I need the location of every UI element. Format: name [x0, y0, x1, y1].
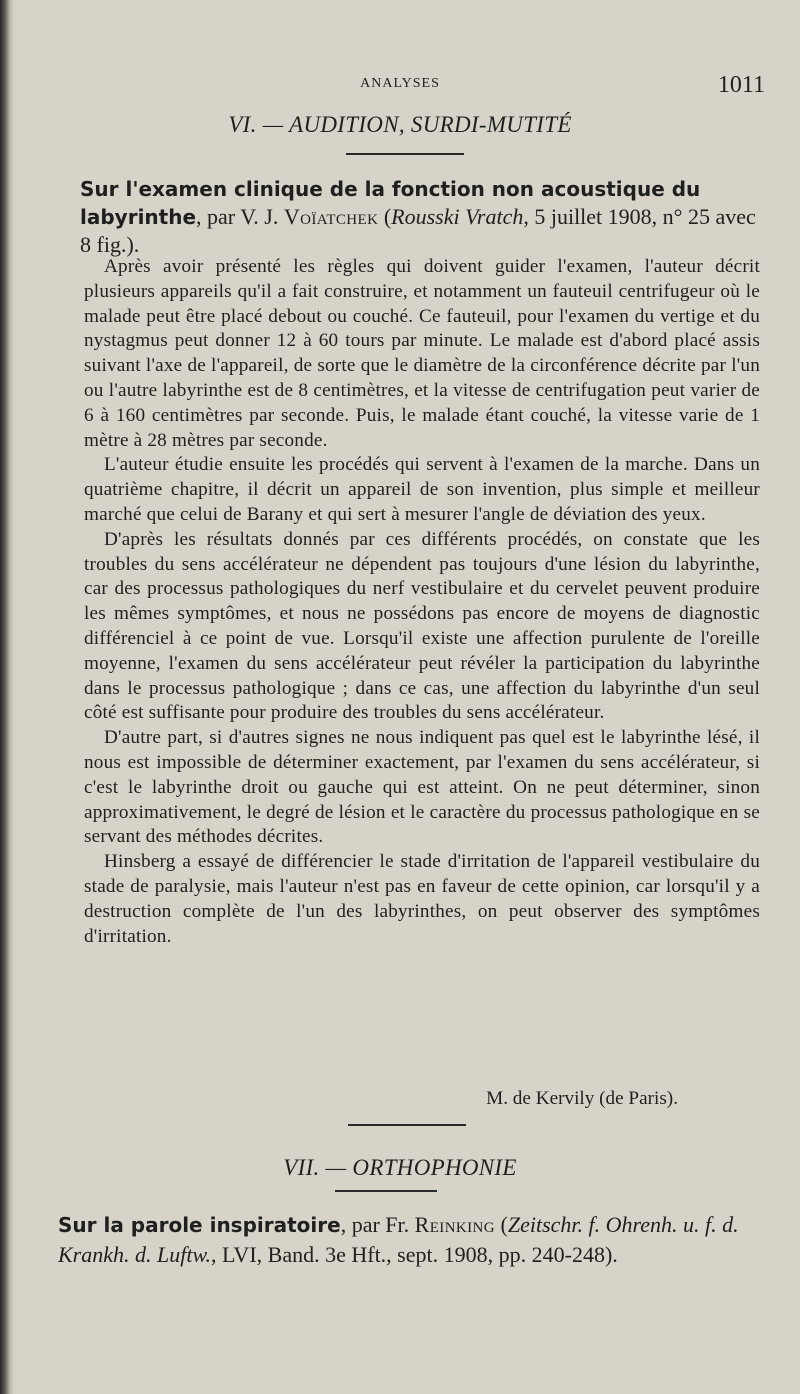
article-two-journal: Zeitschr. f. Ohrenh. u. f. d. Krankh. d. Luftw.: [58, 1212, 739, 1267]
section-heading-vi: VI. — AUDITION, SURDI-MUTITÉ: [228, 112, 572, 137]
article-two-title-main: Sur la parole inspiratoire: [58, 1213, 341, 1237]
article-body: [84, 255, 760, 949]
section-heading-vii: VII. — ORTHOPHONIE: [283, 1155, 517, 1180]
article-two-byline-open: (: [495, 1212, 508, 1237]
running-header: ANALYSES: [360, 76, 440, 91]
article-two-title: [58, 1210, 758, 1269]
article-two-citation-tail: , LVI, Band. 3e Hft., sept. 1908, pp. 240-248).: [211, 1242, 618, 1267]
article-byline-prefix: , par V. J.: [196, 204, 284, 229]
section-divider-mid: [348, 1124, 466, 1126]
article-title: [80, 175, 758, 259]
paragraph-2: L'auteur étudie ensuite les procédés qui servent à l'examen de la marche. Dans un quatrième chapitre, il décrit un appareil de son invention, plus simple et meilleur marché que celui de Barany et qui sert à mesurer l'angle de déviation des yeux.: [84, 454, 760, 525]
reviewer-signature: M. de Kervily (de Paris).: [486, 1088, 678, 1109]
article-title-main: Sur l'examen clinique de la fonction non acoustique du labyrinthe: [80, 177, 701, 229]
article-author: Voïatchek: [283, 204, 379, 229]
page-edge-shadow: [0, 0, 14, 1394]
paragraph-4: D'autre part, si d'autres signes ne nous indiquent pas quel est le labyrinthe lésé, il nous est impossible de déterminer exactement, par l'examen du sens accélérateur, si c'est le labyrinthe droit ou gauche qui est atteint. On ne peut déterminer, sinon approximativement, le degré de lésion et le caractère du processus pathologique en se servant des méthodes décrites.: [84, 727, 760, 848]
paragraph-5: Hinsberg a essayé de différencier le stade d'irritation de l'appareil vestibulaire du stade de paralysie, mais l'auteur n'est pas en faveur de cette opinion, car lorsqu'il y a destruction complète de l'un des labyrinthes, on peut observer des symptômes d'irritation.: [84, 851, 760, 947]
article-two-byline-prefix: , par Fr.: [340, 1212, 415, 1237]
article-citation-tail: , 5 juillet 1908, n° 25 avec 8 fig.).: [80, 204, 756, 257]
section-divider-top: [346, 153, 464, 155]
page-number: 1011: [717, 72, 765, 98]
article-two-author: Reinking: [414, 1212, 496, 1237]
article-journal: Rousski Vratch: [391, 204, 524, 229]
section-divider-bottom: [335, 1190, 437, 1192]
article-byline-open: (: [378, 204, 392, 229]
paragraph-1: Après avoir présenté les règles qui doivent guider l'examen, l'auteur décrit plusieurs appareils qu'il a fait construire, et notamment un fauteuil centrifugeur où le malade peut être placé debout ou couché. Ce fauteuil, pour l'examen du vertige et du nystagmus peut donner 12 à 60 tours par minute. Le malade est d'abord placé assis suivant l'axe de l'appareil, de sorte que le diamètre de la circonférence décrite par l'un ou l'autre labyrinthe est de 8 centimètres, et la vitesse de centrifugation peut varier de 6 à 160 centimètres par seconde. Puis, le malade étant couché, la vitesse varie de 1 mètre à 28 mètres par seconde.: [84, 256, 760, 451]
paragraph-3: D'après les résultats donnés par ces différents procédés, on constate que les troubles du sens accélérateur ne dépendent pas toujours d'une lésion du labyrinthe, car des processus pathologiques du nerf vestibulaire et du cervelet peuvent produire les mêmes symptômes, et nous ne possédons pas encore de moyens de diagnostic différenciel à ce point de vue. Lorsqu'il existe une affection purulente de l'oreille moyenne, l'examen du sens accélérateur peut révéler la participation du labyrinthe dans le processus pathologique ; dans ce cas, une affection du labyrinthe d'un seul côté est suffisante pour produire des troubles du sens accélérateur.: [84, 528, 760, 724]
